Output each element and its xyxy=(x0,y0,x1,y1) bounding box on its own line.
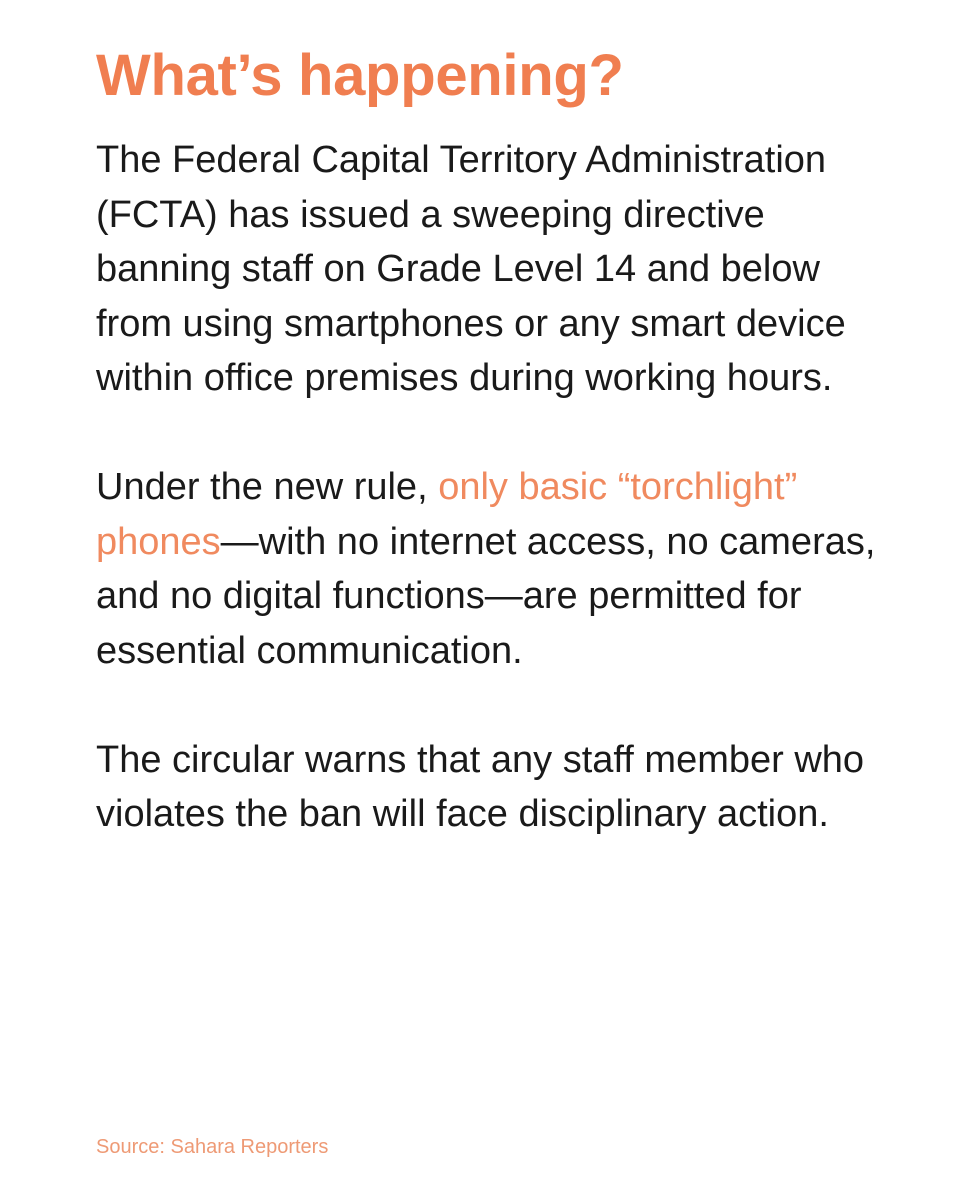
paragraph-rule-lead: Under the new rule, xyxy=(96,466,439,508)
highlighted-phrase: only basic “torchlight” phones xyxy=(96,466,798,563)
heading: What’s happening? xyxy=(96,43,624,108)
paragraph-rule xyxy=(96,460,896,678)
source-credit: Source: Sahara Reporters xyxy=(96,1136,329,1158)
paragraph-warning: The circular warns that any staff member who violates the ban will face disciplinary action. xyxy=(96,738,865,835)
article-body xyxy=(96,133,896,842)
paragraph-intro: The Federal Capital Territory Administration (FCTA) has issued a sweeping directive banning staff on Grade Level 14 and below from using smartphones or any smart device within office premises during working hours. xyxy=(96,139,846,399)
paragraph-rule-tail: —with no internet access, no cameras, and no digital functions—are permitted for essential communication. xyxy=(96,520,876,672)
